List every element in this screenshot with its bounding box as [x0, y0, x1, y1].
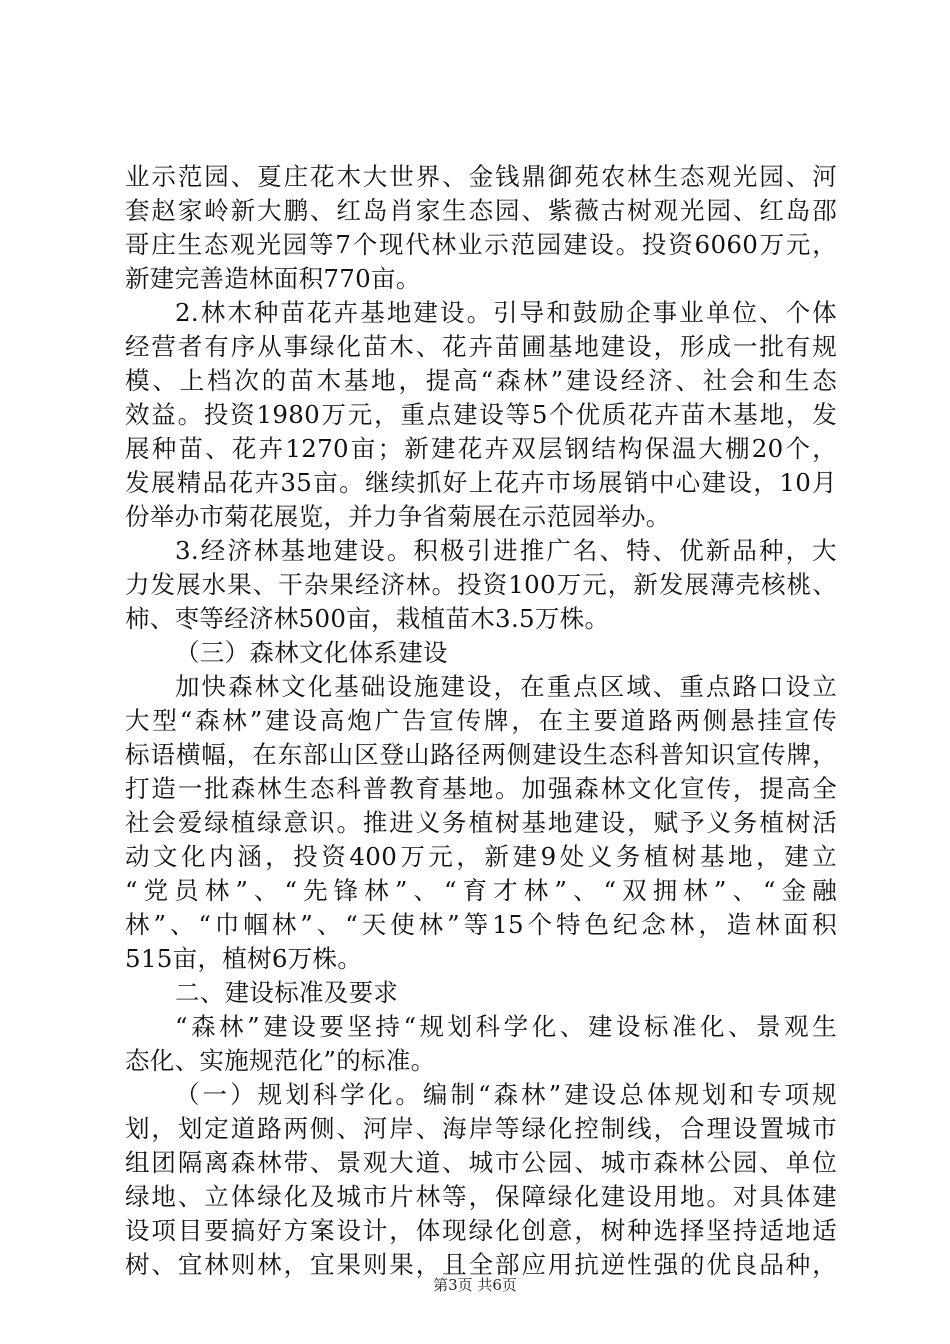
text-line: “党员林”、“先锋林”、“育才林”、“双拥林”、“金融 — [125, 876, 837, 905]
text-line: 柿、枣等经济林500亩，栽植苗木3.5万株。 — [125, 604, 610, 633]
section-heading: （三）森林文化体系建设 — [175, 638, 448, 667]
text-line: 模、上档次的苗木基地，提高“森林”建设经济、社会和生态 — [125, 366, 837, 395]
text-line: 新建完善造林面积770亩。 — [125, 264, 421, 293]
page-number-footer: 第3页 共6页 — [433, 1276, 517, 1294]
text-line: 大型“森林”建设高炮广告宣传牌，在主要道路两侧悬挂宣传 — [125, 706, 837, 735]
text-line: 组团隔离森林带、景观大道、城市公园、城市森林公园、单位 — [125, 1148, 837, 1177]
text-line: 经营者有序从事绿化苗木、花卉苗圃基地建设，形成一批有规 — [125, 332, 837, 361]
text-line: 展种苗、花卉1270亩；新建花卉双层钢结构保温大棚20个， — [125, 434, 837, 463]
text-line: 业示范园、夏庄花木大世界、金钱鼎御苑农林生态观光园、河 — [125, 162, 837, 191]
text-line: 标语横幅，在东部山区登山路径两侧建设生态科普知识宣传牌， — [125, 740, 837, 769]
text-line: 份举办市菊花展览，并力争省菊展在示范园举办。 — [125, 502, 671, 531]
section-heading: 二、建设标准及要求 — [175, 978, 399, 1007]
text-line: 515亩，植树6万株。 — [125, 944, 363, 973]
paragraph-start-line: 加快森林文化基础设施建设，在重点区域、重点路口设立 — [175, 672, 837, 701]
text-line: 绿地、立体绿化及城市片林等，保障绿化建设用地。对具体建 — [125, 1182, 837, 1211]
text-line: 打造一批森林生态科普教育基地。加强森林文化宣传，提高全 — [125, 774, 837, 803]
text-line: 发展精品花卉35亩。继续抓好上花卉市场展销中心建设，10月 — [125, 468, 837, 497]
text-line: 树、宜林则林，宜果则果，且全部应用抗逆性强的优良品种， — [125, 1250, 837, 1279]
body-text — [125, 160, 837, 1282]
paragraph-start-line: 2.林木种苗花卉基地建设。引导和鼓励企事业单位、个体 — [175, 298, 837, 327]
text-line: 动文化内涵，投资400万元，新建9处义务植树基地，建立 — [125, 842, 837, 871]
text-line: 哥庄生态观光园等7个现代林业示范园建设。投资6060万元， — [125, 230, 837, 259]
text-line: 力发展水果、干杂果经济林。投资100万元，新发展薄壳核桃、 — [125, 570, 837, 599]
text-line: 效益。投资1980万元，重点建设等5个优质花卉苗木基地，发 — [125, 400, 837, 429]
paragraph-start-line: （一）规划科学化。编制“森林”建设总体规划和专项规 — [175, 1080, 837, 1109]
text-line: 套赵家岭新大鹏、红岛肖家生态园、紫薇古树观光园、红岛邵 — [125, 196, 837, 225]
text-line: 划，划定道路两侧、河岸、海岸等绿化控制线，合理设置城市 — [125, 1114, 837, 1143]
text-line: 林”、“巾帼林”、“天使林”等15个特色纪念林，造林面积 — [125, 910, 837, 939]
text-line: 社会爱绿植绿意识。推进义务植树基地建设，赋予义务植树活 — [125, 808, 837, 837]
text-line: 态化、实施规范化”的标准。 — [125, 1046, 436, 1075]
paragraph-start-line: “森林”建设要坚持“规划科学化、建设标准化、景观生 — [175, 1012, 837, 1041]
paragraph-start-line: 3.经济林基地建设。积极引进推广名、特、优新品种，大 — [175, 536, 837, 565]
text-line: 设项目要搞好方案设计，体现绿化创意，树种选择坚持适地适 — [125, 1216, 837, 1245]
